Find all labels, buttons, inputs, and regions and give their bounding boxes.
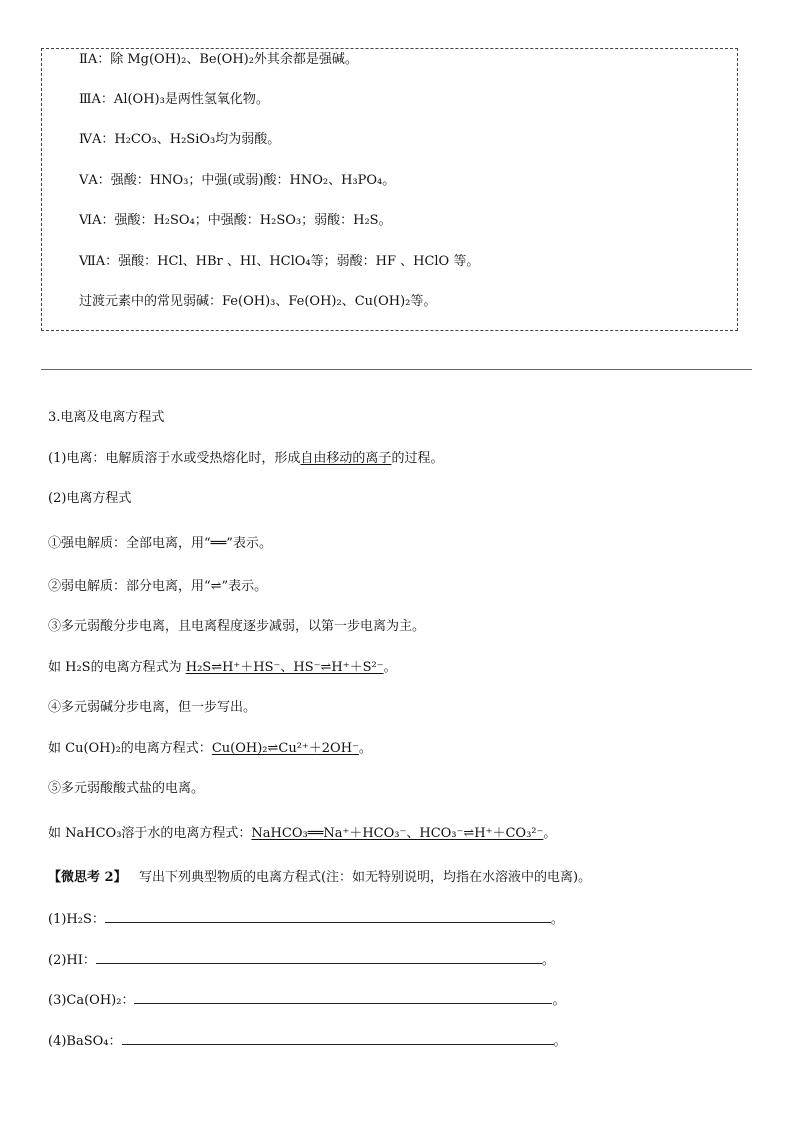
ionization-definition: [48, 450, 443, 468]
box-line-3a: ⅢA：Al(OH)₃是两性氢氧化物。: [79, 92, 269, 107]
answer-row: [48, 951, 555, 970]
think-label: 【微思考 2】: [48, 870, 127, 885]
definition-suffix: 的过程。: [391, 451, 444, 466]
example-h2s-prefix: 如 H₂S的电离方程式为: [48, 660, 186, 675]
definition-prefix: (1)电离：电解质溶于水或受热熔化时，形成: [48, 451, 301, 466]
answer-end: 。: [541, 953, 555, 968]
example-h2s: [48, 659, 397, 677]
box-line-transition: 过渡元素中的常见弱碱：Fe(OH)₃、Fe(OH)₂、Cu(OH)₂等。: [79, 294, 437, 309]
box-line-6a: ⅥA：强酸：H₂SO₄；中强酸：H₂SO₃；弱酸：H₂S。: [79, 213, 392, 228]
example-cuoh2-prefix: 如 Cu(OH)₂的电离方程式：: [48, 741, 212, 756]
example-nahco3-suffix: 。: [543, 826, 557, 841]
box-line-7a: ⅦA：强酸：HCl、HBr 、HI、HClO₄等；弱酸：HF 、HClO 等。: [79, 254, 480, 269]
answer-blank[interactable]: [96, 951, 542, 964]
answer-blank[interactable]: [134, 991, 552, 1004]
answer-label: (2)HI：: [48, 953, 96, 968]
summary-box: [41, 48, 738, 331]
answer-row: [48, 910, 564, 929]
box-line-5a: ⅤA：强酸：HNO₃；中强(或弱)酸：HNO₂、H₃PO₄。: [79, 173, 396, 188]
example-nahco3: [48, 825, 556, 843]
rule-acid-salt: ⑤多元弱酸酸式盐的电离。: [48, 781, 205, 796]
answer-end: 。: [553, 1034, 567, 1049]
equation-heading: (2)电离方程式: [48, 491, 132, 506]
answer-end: 。: [550, 912, 564, 927]
think-prompt: 写出下列典型物质的电离方程式(注：如无特别说明，均指在水溶液中的电离)。: [138, 870, 592, 885]
answer-row: [48, 991, 565, 1010]
answer-label: (3)Ca(OH)₂：: [48, 993, 135, 1008]
box-line-4a: ⅣA：H₂CO₃、H₂SiO₃均为弱酸。: [79, 132, 281, 147]
example-cuoh2: [48, 740, 372, 758]
example-nahco3-answer: NaHCO₃══Na⁺＋HCO₃⁻、HCO₃⁻⇌H⁺＋CO₃²⁻: [251, 826, 544, 841]
answer-label: (1)H₂S：: [48, 912, 105, 927]
example-h2s-answer: H₂S⇌H⁺＋HS⁻、HS⁻⇌H⁺＋S²⁻: [185, 660, 384, 675]
example-cuoh2-answer: Cu(OH)₂⇌Cu²⁺＋2OH⁻: [211, 741, 359, 756]
section-divider: [41, 369, 752, 370]
rule-strong-electrolyte: ①强电解质：全部电离，用“══”表示。: [48, 536, 272, 551]
example-nahco3-prefix: 如 NaHCO₃溶于水的电离方程式：: [48, 826, 252, 841]
answer-blank[interactable]: [105, 910, 551, 923]
example-h2s-suffix: 。: [383, 660, 397, 675]
answer-end: 。: [552, 993, 566, 1008]
think-question: [48, 869, 591, 887]
rule-weak-electrolyte: ②弱电解质：部分电离，用“⇌”表示。: [48, 579, 268, 594]
answer-blank[interactable]: [122, 1032, 554, 1045]
definition-keyword: 自由移动的离子: [300, 451, 392, 466]
rule-polybasic-base: ④多元弱碱分步电离，但一步写出。: [48, 700, 257, 715]
section-title: 3.电离及电离方程式: [48, 410, 165, 425]
rule-polyprotic-acid: ③多元弱酸分步电离，且电离程度逐步减弱，以第一步电离为主。: [48, 619, 426, 634]
box-line-2a: ⅡA：除 Mg(OH)₂、Be(OH)₂外其余都是强碱。: [79, 52, 358, 67]
answer-label: (4)BaSO₄：: [48, 1034, 122, 1049]
answer-row: [48, 1032, 567, 1051]
example-cuoh2-suffix: 。: [358, 741, 372, 756]
